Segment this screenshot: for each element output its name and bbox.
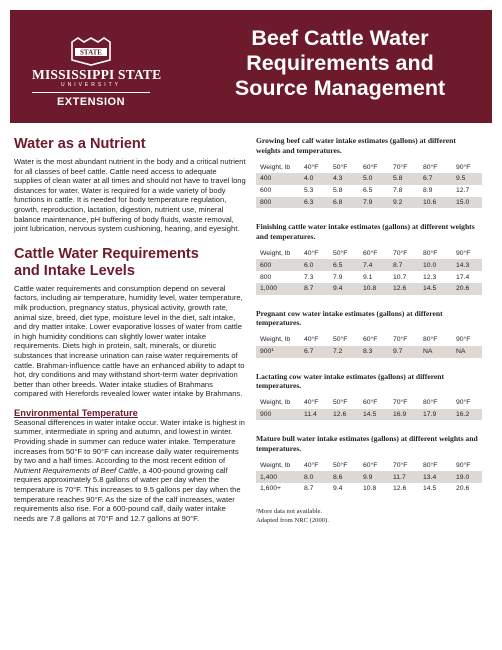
table-header-cell: Weight, lb	[260, 461, 291, 469]
table-cell: 5.0	[359, 173, 389, 185]
table-cell: 15.0	[452, 197, 482, 209]
table-header-cell: 50°F	[333, 336, 348, 344]
env-text-italic: Nutrient Requirements of Beef Cattle	[14, 465, 139, 475]
table-cell: 19.0	[452, 471, 482, 483]
table-header-row	[256, 161, 482, 173]
table-cell: 6.7	[419, 173, 452, 185]
table-header-cell: 80°F	[423, 163, 438, 171]
table-header-cell: 90°F	[456, 163, 471, 171]
table-cell: 16.2	[452, 409, 482, 421]
table-header-cell: 40°F	[304, 336, 319, 344]
msu-shield-icon	[68, 36, 114, 66]
table-title: Finishing cattle water intake estimates (gallons) at different weights and temperatures.	[256, 222, 475, 241]
table-header-cell: 80°F	[423, 399, 438, 407]
intake-table	[256, 460, 482, 495]
table-header-cell: 60°F	[363, 461, 378, 469]
table-cell: 11.4	[300, 409, 329, 421]
intake-table-block	[256, 136, 482, 208]
table-cell: 4.3	[329, 173, 359, 185]
table-cell: 5.3	[304, 187, 314, 195]
table-cell: 10.8	[359, 283, 389, 295]
heading-requirements-line-2: and Intake Levels	[14, 262, 135, 279]
table-cell: 400	[256, 173, 300, 185]
table-cell: 5.8	[333, 187, 343, 195]
intake-table	[256, 248, 482, 295]
msu-extension-logo	[32, 36, 162, 108]
env-text-a: Seasonal differences in water intake occur. Water intake is highest in summer, intermediate in spring and autumn, and lowest in winter. Providing shade in summer can reduce water intake. Temperature increases from 50°F to 90°F can increase daily water requirements by two and a half times. According to the most recent edition of	[14, 417, 245, 466]
table-cell: 9.2	[389, 197, 419, 209]
table-row	[256, 409, 482, 421]
table-cell: 9.5	[452, 173, 482, 185]
table-cell: 600	[256, 259, 300, 271]
table-cell: 7.8	[393, 187, 403, 195]
table-cell: 800	[256, 197, 300, 209]
table-cell: 800	[260, 273, 272, 281]
table-row	[256, 471, 482, 483]
table-row	[256, 483, 482, 495]
table-cell: 10.8	[363, 485, 377, 493]
table-header-cell: 90°F	[456, 336, 471, 344]
table-cell: 8.7	[304, 485, 314, 493]
table-header-cell: 90°F	[456, 461, 471, 469]
table-cell: 10.7	[393, 273, 407, 281]
table-header-cell: 50°F	[333, 461, 348, 469]
table-cell: 7.9	[333, 273, 343, 281]
table-cell: 9.7	[389, 346, 419, 358]
table-cell: 7.2	[329, 346, 359, 358]
table-cell: 8.9	[423, 187, 433, 195]
table-header-cell: 60°F	[363, 399, 378, 407]
logo-divider	[32, 92, 150, 93]
table-cell: NA	[452, 346, 482, 358]
table-cell: 900¹	[256, 346, 300, 358]
page-title	[200, 26, 480, 101]
table-cell: 8.0	[300, 471, 329, 483]
table-cell: 20.6	[452, 283, 482, 295]
table-cell: NA	[419, 346, 452, 358]
table-cell: 17.9	[419, 409, 452, 421]
table-header-cell: 70°F	[393, 249, 408, 257]
title-line-1: Beef Cattle Water	[251, 26, 429, 50]
intake-table	[256, 161, 482, 208]
table-cell: 14.5	[359, 409, 389, 421]
left-column	[14, 136, 246, 523]
table-cell: 6.0	[300, 259, 329, 271]
table-cell: 12.7	[456, 187, 470, 195]
table-header-cell: 70°F	[393, 336, 408, 344]
intake-table-block	[256, 222, 482, 294]
table-header-cell: 80°F	[423, 249, 438, 257]
table-cell: 4.0	[300, 173, 329, 185]
title-line-2: Requirements and	[246, 51, 434, 75]
table-cell: 6.5	[363, 187, 373, 195]
heading-water-as-nutrient: Water as a Nutrient	[14, 136, 146, 152]
table-cell: 7.3	[304, 273, 314, 281]
table-header-cell: Weight, lb	[260, 249, 291, 257]
table-cell: 16.9	[389, 409, 419, 421]
paragraph-water-as-nutrient: Water is the most abundant nutrient in the body and a critical nutrient for all classes of beef cattle. Cattle need access to adequate supplies of clean water at all times and should not have to travel long distances for water. Water is required for a wide variety of body functions in cattle. It is needed for body temperature regulation, growth, reproduction, lactation, digestion, nutrient use, mineral balance maintenance, pH buffering of body fluids, waste removal, joint lubrication, nervous system cushioning, hearing, and eyesight.	[14, 157, 246, 234]
table-cell: 8.7	[300, 283, 329, 295]
table-header-cell: 80°F	[423, 461, 438, 469]
shield-state-text: STATE	[80, 48, 102, 57]
paragraph-environmental-temperature	[14, 418, 246, 524]
table-header-cell: 50°F	[333, 163, 348, 171]
table-header-cell: 90°F	[456, 249, 471, 257]
table-cell: 5.8	[389, 173, 419, 185]
table-header-cell: 70°F	[393, 399, 408, 407]
table-title: Growing beef calf water intake estimates (gallons) at different weights and temperatures.	[256, 136, 456, 155]
table-cell: 8.6	[329, 471, 359, 483]
table-header-cell: 40°F	[304, 163, 319, 171]
table-cell: 17.4	[456, 273, 470, 281]
table-title: Pregnant cow water intake estimates (gallons) at different temperatures.	[256, 308, 443, 328]
table-cell: 13.4	[419, 471, 452, 483]
table-cell: 20.6	[456, 485, 470, 493]
logo-university-name: MISSISSIPPI STATE	[32, 67, 162, 82]
heading-requirements-intake	[14, 246, 246, 280]
intake-table-block	[256, 372, 482, 421]
table-cell: 7.9	[359, 197, 389, 209]
logo-extension: EXTENSION	[56, 96, 126, 108]
table-row	[256, 271, 482, 283]
table-cell: 6.5	[329, 259, 359, 271]
table-cell: 6.3	[300, 197, 329, 209]
table-header-cell: 60°F	[363, 163, 378, 171]
table-header-cell: 60°F	[363, 249, 378, 257]
table-header-row	[256, 397, 482, 409]
table-header-cell: 40°F	[304, 461, 319, 469]
table-header-cell: 40°F	[304, 249, 319, 257]
table-cell: 8.3	[359, 346, 389, 358]
table-header-cell: 70°F	[393, 163, 408, 171]
table-header-row	[256, 460, 482, 472]
table-header-cell: 90°F	[456, 399, 471, 407]
table-cell: 12.3	[423, 273, 437, 281]
table-cell: 9.4	[329, 283, 359, 295]
table-cell: 14.5	[419, 283, 452, 295]
table-cell: 8.7	[389, 259, 419, 271]
table-header-cell: 40°F	[304, 399, 319, 407]
table-cell: 1,000	[256, 283, 300, 295]
table-cell: 1,600+	[260, 485, 281, 493]
right-column-tables	[256, 136, 482, 525]
table-row	[256, 346, 482, 358]
table-cell: 7.4	[359, 259, 389, 271]
table-header-row	[256, 334, 482, 346]
env-text-b: , a 400-pound growing calf requires approximately 5.8 gallons of water per day when the temperature is 70°F. This increases to 9.5 gallons per day when the temperature reaches 90°F. As the size of the calf increases, water requirements also rise. For a 600-pound calf, daily water intake needs are 7.8 gallons at 70°F and 12.7 gallons at 90°F.	[14, 465, 241, 523]
intake-table	[256, 334, 482, 358]
intake-table-block	[256, 309, 482, 358]
footnote-more-data: ¹More data not available.	[256, 507, 323, 515]
table-cell: 10.0	[419, 259, 452, 271]
paragraph-requirements-intake: Cattle water requirements and consumption depend on several factors, including air temperature, humidity level, water temperature, milk production, pregnancy status, physical activity, growth rate, animal size, breed, diet type, moisture level in the diet, salt intake, and dry matter intake. Lower evaporative losses of water from cattle in high humidity conditions can slightly lower water intake requirements. Diets high in protein, salt, minerals, or diuretic substances that increase urination can raise water requirements of cattle. Brahman-influence cattle have an enhanced ability to adapt to hot, dry conditions and may withstand short-term water deprivation better than other breeds. Water intake studies of Brahmans compared with Herefords revealed lower water intake by Brahmans.	[14, 283, 245, 399]
table-cell: 14.3	[452, 259, 482, 271]
table-cell: 12.6	[329, 409, 359, 421]
table-cell: 12.6	[393, 485, 407, 493]
table-cell: 600	[260, 187, 272, 195]
table-row	[256, 283, 482, 295]
footnote-source: Adapted from NRC (2000).	[256, 516, 329, 524]
logo-university-sub: UNIVERSITY	[60, 82, 121, 88]
table-title: Mature bull water intake estimates (gallons) at different weights and temperatures.	[256, 434, 478, 453]
table-cell: 6.7	[300, 346, 329, 358]
table-header-cell: 80°F	[423, 336, 438, 344]
table-cell: 900	[256, 409, 300, 421]
table-row	[256, 173, 482, 185]
intake-table	[256, 397, 482, 421]
table-header-cell: Weight, lb	[260, 163, 291, 171]
table-title: Lactating cow water intake estimates (gallons) at different temperatures.	[256, 371, 445, 391]
table-cell: 10.6	[419, 197, 452, 209]
table-row	[256, 197, 482, 209]
table-header-cell: 60°F	[363, 336, 378, 344]
table-cell: 9.1	[363, 273, 373, 281]
table-header-cell: Weight, lb	[260, 336, 291, 344]
table-cell: 9.4	[333, 485, 343, 493]
table-header-cell: Weight, lb	[260, 399, 291, 407]
table-cell: 6.8	[329, 197, 359, 209]
table-header-cell: 50°F	[333, 399, 348, 407]
table-cell: 12.6	[389, 283, 419, 295]
heading-environmental-temperature: Environmental Temperature	[14, 406, 138, 418]
table-row	[256, 259, 482, 271]
header-banner	[10, 10, 492, 123]
table-header-cell: 70°F	[393, 461, 408, 469]
table-cell: 11.7	[389, 471, 419, 483]
heading-requirements-line-1: Cattle Water Requirements	[14, 245, 199, 262]
table-cell: 14.5	[423, 485, 437, 493]
table-cell: 9.9	[359, 471, 389, 483]
table-cell: 1,400	[256, 471, 300, 483]
intake-table-block	[256, 434, 482, 495]
title-line-3: Source Management	[234, 76, 446, 100]
table-header-row	[256, 248, 482, 260]
table-row	[256, 185, 482, 197]
table-header-cell: 50°F	[333, 249, 348, 257]
